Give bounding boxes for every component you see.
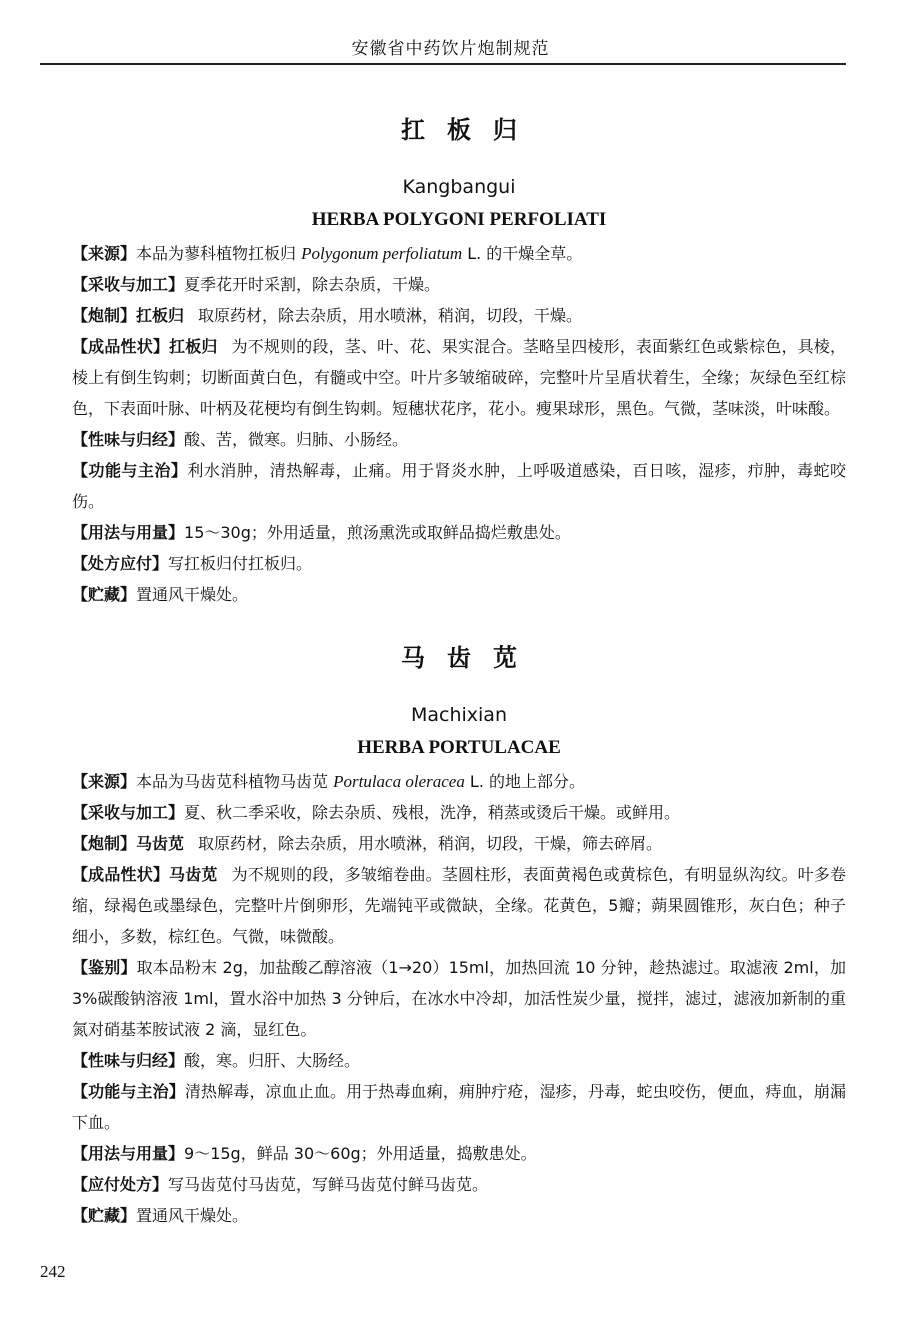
harvest-text: 夏、秋二季采收，除去杂质、残根，洗净，稍蒸或烫后干燥。或鲜用。 — [184, 803, 681, 822]
entry-kangbangui — [72, 112, 846, 610]
entry-title: 扛板归 — [401, 116, 539, 144]
usage-text: 9～15g，鲜品 30～60g；外用适量，捣敷患处。 — [184, 1144, 537, 1163]
nature-paragraph — [72, 1045, 846, 1076]
processing-paragraph — [72, 300, 846, 331]
page-number: 242 — [40, 1262, 66, 1281]
character-paragraph — [72, 859, 846, 952]
page-content — [72, 112, 846, 1231]
harvest-label: 【采收与加工】 — [72, 275, 185, 294]
header-rule — [40, 63, 846, 65]
character-text: 为不规则的段，茎、叶、花、果实混合。茎略呈四棱形，表面紫红色或紫棕色，具棱，棱上有倒生钩刺；切断面黄白色，有髓或中空。叶片多皱缩破碎，完整叶片呈盾状着生，全缘；灰绿色至红棕色，下表面叶脉、叶柄及花梗均有倒生钩刺。短穗状花序，花小。瘦果球形，黑色。气微，茎味淡，叶味酸。 — [72, 337, 846, 418]
processing-paragraph — [72, 828, 846, 859]
usage-label: 【用法与用量】 — [72, 1144, 185, 1163]
function-paragraph — [72, 455, 846, 517]
entry-machixian — [72, 640, 846, 1231]
nature-paragraph — [72, 424, 846, 455]
storage-label: 【贮藏】 — [72, 585, 137, 604]
nature-label: 【性味与归经】 — [72, 1051, 185, 1070]
identification-paragraph — [72, 952, 846, 1045]
usage-paragraph — [72, 1138, 846, 1169]
source-paragraph — [72, 238, 846, 269]
storage-text: 置通风干燥处。 — [136, 1206, 249, 1225]
running-header: 安徽省中药饮片炮制规范 — [351, 39, 550, 59]
usage-label: 【用法与用量】 — [72, 523, 185, 542]
character-subject: 马齿苋 — [169, 865, 218, 884]
character-subject: 扛板归 — [169, 337, 218, 356]
source-label: 【来源】 — [72, 772, 137, 791]
entry-latin-name: HERBA PORTULACAE — [357, 737, 561, 758]
nature-text: 酸、苦，微寒。归肺、小肠经。 — [184, 430, 409, 449]
character-paragraph — [72, 331, 846, 424]
source-latin-binomial: Portulaca oleracea — [333, 772, 465, 791]
source-text-pre: 本品为蓼科植物扛板归 — [136, 244, 302, 263]
function-label: 【功能与主治】 — [72, 461, 188, 480]
prescription-text: 写扛板归付扛板归。 — [168, 554, 313, 573]
processing-subject: 马齿苋 — [136, 834, 185, 853]
prescription-paragraph — [72, 1169, 846, 1200]
prescription-paragraph — [72, 548, 846, 579]
entry-pinyin: Machixian — [410, 704, 507, 726]
harvest-paragraph — [72, 269, 846, 300]
function-label: 【功能与主治】 — [72, 1082, 185, 1101]
processing-label: 【炮制】 — [72, 834, 137, 853]
nature-text: 酸，寒。归肝、大肠经。 — [184, 1051, 361, 1070]
storage-paragraph — [72, 1200, 846, 1231]
identification-label: 【鉴别】 — [72, 958, 137, 977]
entry-spacer — [72, 610, 846, 640]
source-label: 【来源】 — [72, 244, 137, 263]
harvest-label: 【采收与加工】 — [72, 803, 185, 822]
processing-subject: 扛板归 — [136, 306, 185, 325]
identification-text: 取本品粉末 2g，加盐酸乙醇溶液（1→20）15ml，加热回流 10 分钟，趁热滤过。取滤液 2ml，加 3%碳酸钠溶液 1ml，置水浴中加热 3 分钟后，在冰水中冷却，加活性炭少量，搅拌，滤过，滤液加新制的重氮对硝基苯胺试液 2 滴，显红色。 — [72, 958, 846, 1039]
source-text-post: L. 的干燥全草。 — [462, 244, 583, 263]
processing-text: 取原药材，除去杂质，用水喷淋，稍润，切段，干燥。 — [198, 306, 583, 325]
entry-title: 马齿苋 — [401, 644, 539, 672]
prescription-text: 写马齿苋付马齿苋，写鲜马齿苋付鲜马齿苋。 — [168, 1175, 489, 1194]
harvest-text: 夏季花开时采割，除去杂质，干燥。 — [184, 275, 441, 294]
source-paragraph — [72, 766, 846, 797]
prescription-label: 【处方应付】 — [72, 554, 169, 573]
function-text: 清热解毒，凉血止血。用于热毒血痢，痈肿疔疮，湿疹，丹毒，蛇虫咬伤，便血，痔血，崩漏下血。 — [72, 1082, 846, 1132]
entry-latin-name: HERBA POLYGONI PERFOLIATI — [311, 209, 607, 230]
usage-text: 15～30g；外用适量，煎汤熏洗或取鲜品捣烂敷患处。 — [184, 523, 571, 542]
nature-label: 【性味与归经】 — [72, 430, 185, 449]
harvest-paragraph — [72, 797, 846, 828]
source-text-post: L. 的地上部分。 — [464, 772, 586, 791]
prescription-label: 【应付处方】 — [72, 1175, 169, 1194]
function-paragraph — [72, 1076, 846, 1138]
function-text: 利水消肿，清热解毒，止痛。用于肾炎水肿，上呼吸道感染，百日咳，湿疹，疖肿，毒蛇咬伤。 — [72, 461, 846, 511]
storage-text: 置通风干燥处。 — [136, 585, 249, 604]
storage-label: 【贮藏】 — [72, 1206, 137, 1225]
usage-paragraph — [72, 517, 846, 548]
character-text: 为不规则的段，多皱缩卷曲。茎圆柱形，表面黄褐色或黄棕色，有明显纵沟纹。叶多卷缩，绿褐色或墨绿色，完整叶片倒卵形，先端钝平或微缺，全缘。花黄色，5瓣；蒴果圆锥形，灰白色；种子细小，多数，棕红色。气微，味微酸。 — [72, 865, 846, 946]
character-label: 【成品性状】 — [72, 337, 170, 356]
character-label: 【成品性状】 — [72, 865, 170, 884]
processing-text: 取原药材，除去杂质，用水喷淋，稍润，切段，干燥，筛去碎屑。 — [198, 834, 663, 853]
source-text-pre: 本品为马齿苋科植物马齿苋 — [136, 772, 334, 791]
processing-label: 【炮制】 — [72, 306, 137, 325]
entry-pinyin: Kangbangui — [402, 176, 516, 198]
source-latin-binomial: Polygonum perfoliatum — [301, 244, 463, 263]
storage-paragraph — [72, 579, 846, 610]
